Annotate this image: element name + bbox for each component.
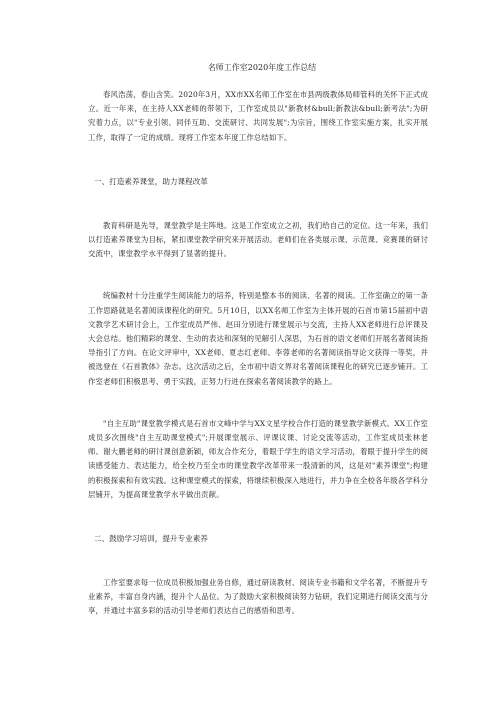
document-title: 名师工作室2020年度工作总结: [207, 63, 317, 72]
section-heading-2: 二、鼓励学习培训，提升专业素养: [94, 534, 208, 544]
section-heading-1: 一、打造素养课堂，助力课程改革: [94, 176, 208, 186]
spacer: [88, 546, 428, 576]
spacer: [88, 189, 428, 219]
spacer: [88, 261, 428, 289]
spacer: [88, 145, 428, 175]
body-paragraph: "自主互助"课堂教学模式是石首市文峰中学与XX文星学校合作打造的课堂教学新模式。XX工作室成员多次围绕"自主互助课堂模式";开展课堂展示、评课议课、讨论交流等活动，工作室成员张林老师、谢大鹏老师的研讨课创意新颖，师友合作充分，着眼于学生的语文学习活动，着眼于提升学生的阅读感受能力、表达能力，给全校乃至全市的课堂教学改革带来一股清新的风，这是对"素养课堂";构建的积极探索和有效实践。这种课堂模式的探索，将继续积极深入地进行，并力争在全校各年级各学科分层铺开，为提高课堂教学水平做出贡献。: [88, 418, 428, 499]
spacer: [88, 389, 428, 417]
spacer: [88, 502, 428, 532]
intro-paragraph: 春风浩荡，春山含笑。2020年3月，XX市XX名师工作室在市县两级教体局师管科的关怀下正式成立。近一年来，在主持人XX老师的带领下，工作室成员以"新教材&bull;新教法&bull;新考法";为研究着力点，以"专业引领、同伴互助、交流研讨、共同发展";为宗旨，围绕工作室实施方案，扎实开展工作，取得了一定的成绩。现将工作室本年度工作总结如下。: [88, 90, 428, 142]
body-paragraph: 统编教材十分注重学生阅读能力的培养，特别是整本书的阅读、名著的阅读。工作室确立的第一条工作思路就是名著阅读课程化的研究。5月10日，以XX名师工作室为主体开展的石首市第15届初中语文教学艺术研讨会上，工作室成员严伟、赵田分别进行课堂展示与交流，主持人XX老师进行总评课及大会总结。他们精彩的课堂、生动的表达和深刻的见解引人深思，为石首的语文老师们开展名著阅读指导指引了方向。在论文评审中，XX老师、夏志红老师、李蓉老师的名著阅读指导论文获得一等奖，并被选登在《石首教体》杂志。这次活动之后，全市初中语文界对名著阅读课程化的研究已逐步铺开。工作室老师们积极思考、勇于实践，正努力行进在探索名著阅读教学的路上。: [88, 291, 428, 386]
body-paragraph: 工作室要求每一位成员积极加强业务自修，通过研读教材、阅读专业书籍和文学名著，不断提升专业素养，丰富自身内涵，提升个人品位。为了鼓励大家积极阅读努力钻研，我们定期进行阅读交流与分享，并通过丰富多彩的活动引导老师们表达自己的感悟和思考。: [88, 578, 428, 616]
body-paragraph: 教育科研是先导，课堂教学是主阵地。这是工作室成立之初，我们给自己的定位。这一年来，我们以打造素养课堂为目标，紧扣课堂教学研究来开展活动。老师们在各类展示课、示范课、竞赛课的研讨交流中，课堂教学水平得到了显著的提升。: [88, 220, 428, 259]
